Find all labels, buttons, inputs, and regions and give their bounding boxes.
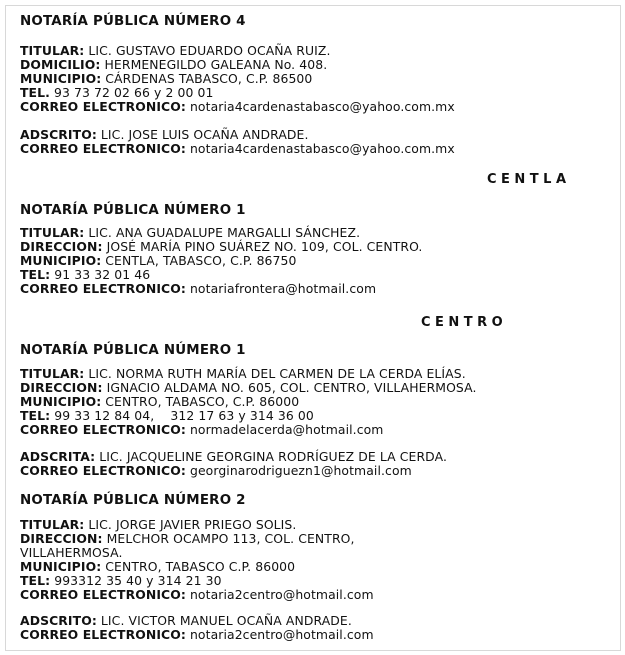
- field-value: LIC. JORGE JAVIER PRIEGO SOLIS.: [84, 517, 297, 532]
- municipio-field: [20, 254, 297, 268]
- tel-field: [20, 86, 213, 100]
- notary-heading: NOTARÍA PÚBLICA NÚMERO 2: [20, 493, 246, 508]
- field-label: TITULAR:: [20, 225, 85, 240]
- section-title-centla: CENTLA: [487, 172, 571, 187]
- field-label: CORREO ELECTRONICO:: [20, 281, 186, 296]
- field-value: LIC. ANA GUADALUPE MARGALLI SÁNCHEZ.: [84, 225, 361, 240]
- field-label: TITULAR:: [20, 366, 85, 381]
- field-value: 99 33 12 84 04, 312 17 63 y 314 36 00: [50, 408, 314, 423]
- field-label: DIRECCION:: [20, 531, 103, 546]
- field-label: MUNICIPIO:: [20, 71, 102, 86]
- email-field: [20, 628, 374, 642]
- titular-field: [20, 44, 331, 58]
- field-label: DOMICILIO:: [20, 57, 101, 72]
- email-field: [20, 282, 376, 296]
- email-field: [20, 142, 455, 156]
- titular-field: [20, 226, 360, 240]
- municipio-field: [20, 560, 295, 574]
- field-label: CORREO ELECTRONICO:: [20, 141, 186, 156]
- field-value: CENTLA, TABASCO, C.P. 86750: [101, 253, 297, 268]
- titular-field: [20, 518, 296, 532]
- field-label: ADSCRITO:: [20, 613, 97, 628]
- field-value: LIC. VICTOR MANUEL OCAÑA ANDRADE.: [96, 613, 352, 628]
- field-label: TITULAR:: [20, 43, 85, 58]
- field-value: notaria2centro@hotmail.com: [185, 627, 374, 642]
- field-label: TEL:: [20, 573, 51, 588]
- field-label: TITULAR:: [20, 517, 85, 532]
- field-value: 993312 35 40 y 314 21 30: [50, 573, 222, 588]
- field-label: MUNICIPIO:: [20, 253, 102, 268]
- field-label: CORREO ELECTRONICO:: [20, 99, 186, 114]
- field-value: LIC. JACQUELINE GEORGINA RODRÍGUEZ DE LA CERDA.: [95, 449, 447, 464]
- field-value: notaria4cardenastabasco@yahoo.com.mx: [185, 141, 455, 156]
- titular-field: [20, 367, 466, 381]
- domicilio-field: [20, 58, 327, 72]
- field-label: CORREO ELECTRONICO:: [20, 627, 186, 642]
- field-label: TEL.: [20, 85, 50, 100]
- direccion-continuation: [20, 546, 123, 560]
- email-field: [20, 100, 455, 114]
- notary-heading: NOTARÍA PÚBLICA NÚMERO 1: [20, 203, 246, 218]
- field-label: CORREO ELECTRONICO:: [20, 422, 186, 437]
- email-field: [20, 588, 374, 602]
- field-value: LIC. NORMA RUTH MARÍA DEL CARMEN DE LA CERDA ELÍAS.: [84, 366, 466, 381]
- field-value: LIC. JOSE LUIS OCAÑA ANDRADE.: [96, 127, 309, 142]
- field-value: notaria2centro@hotmail.com: [185, 587, 374, 602]
- field-label: TEL:: [20, 267, 51, 282]
- field-value: 93 73 72 02 66 y 2 00 01: [49, 85, 214, 100]
- field-value: CÁRDENAS TABASCO, C.P. 86500: [101, 71, 313, 86]
- field-value: normadelacerda@hotmail.com: [185, 422, 384, 437]
- field-label: CORREO ELECTRONICO:: [20, 463, 186, 478]
- notary-heading: NOTARÍA PÚBLICA NÚMERO 1: [20, 343, 246, 358]
- direccion-field: [20, 532, 355, 546]
- field-label: CORREO ELECTRONICO:: [20, 587, 186, 602]
- adscrito-field: [20, 614, 352, 628]
- field-value: notaria4cardenastabasco@yahoo.com.mx: [185, 99, 455, 114]
- direccion-field: [20, 381, 477, 395]
- municipio-field: [20, 395, 299, 409]
- field-value: IGNACIO ALDAMA NO. 605, COL. CENTRO, VILLAHERMOSA.: [102, 380, 477, 395]
- field-label: ADSCRITO:: [20, 127, 97, 142]
- field-value: notariafrontera@hotmail.com: [185, 281, 377, 296]
- municipio-field: [20, 72, 312, 86]
- field-label: ADSCRITA:: [20, 449, 96, 464]
- field-label: MUNICIPIO:: [20, 394, 102, 409]
- field-value: 91 33 32 01 46: [50, 267, 151, 282]
- field-label: DIRECCION:: [20, 239, 103, 254]
- adscrita-field: [20, 450, 447, 464]
- field-value: JOSÉ MARÍA PINO SUÁREZ NO. 109, COL. CENTRO.: [102, 239, 423, 254]
- field-value: HERMENEGILDO GALEANA No. 408.: [100, 57, 328, 72]
- field-value: MELCHOR OCAMPO 113, COL. CENTRO,: [102, 531, 355, 546]
- field-label: TEL:: [20, 408, 51, 423]
- email-field: [20, 464, 412, 478]
- field-label: DIRECCION:: [20, 380, 103, 395]
- tel-field: [20, 409, 314, 423]
- field-value: CENTRO, TABASCO C.P. 86000: [101, 559, 296, 574]
- field-value: georginarodriguezn1@hotmail.com: [185, 463, 412, 478]
- email-field: [20, 423, 383, 437]
- field-value: LIC. GUSTAVO EDUARDO OCAÑA RUIZ.: [84, 43, 331, 58]
- direccion-field: [20, 240, 422, 254]
- section-title-centro: CENTRO: [421, 315, 508, 330]
- tel-field: [20, 574, 222, 588]
- field-label: MUNICIPIO:: [20, 559, 102, 574]
- field-value: CENTRO, TABASCO, C.P. 86000: [101, 394, 300, 409]
- adscrito-field: [20, 128, 309, 142]
- notary-heading: NOTARÍA PÚBLICA NÚMERO 4: [20, 14, 246, 29]
- tel-field: [20, 268, 150, 282]
- field-value: VILLAHERMOSA.: [20, 545, 123, 560]
